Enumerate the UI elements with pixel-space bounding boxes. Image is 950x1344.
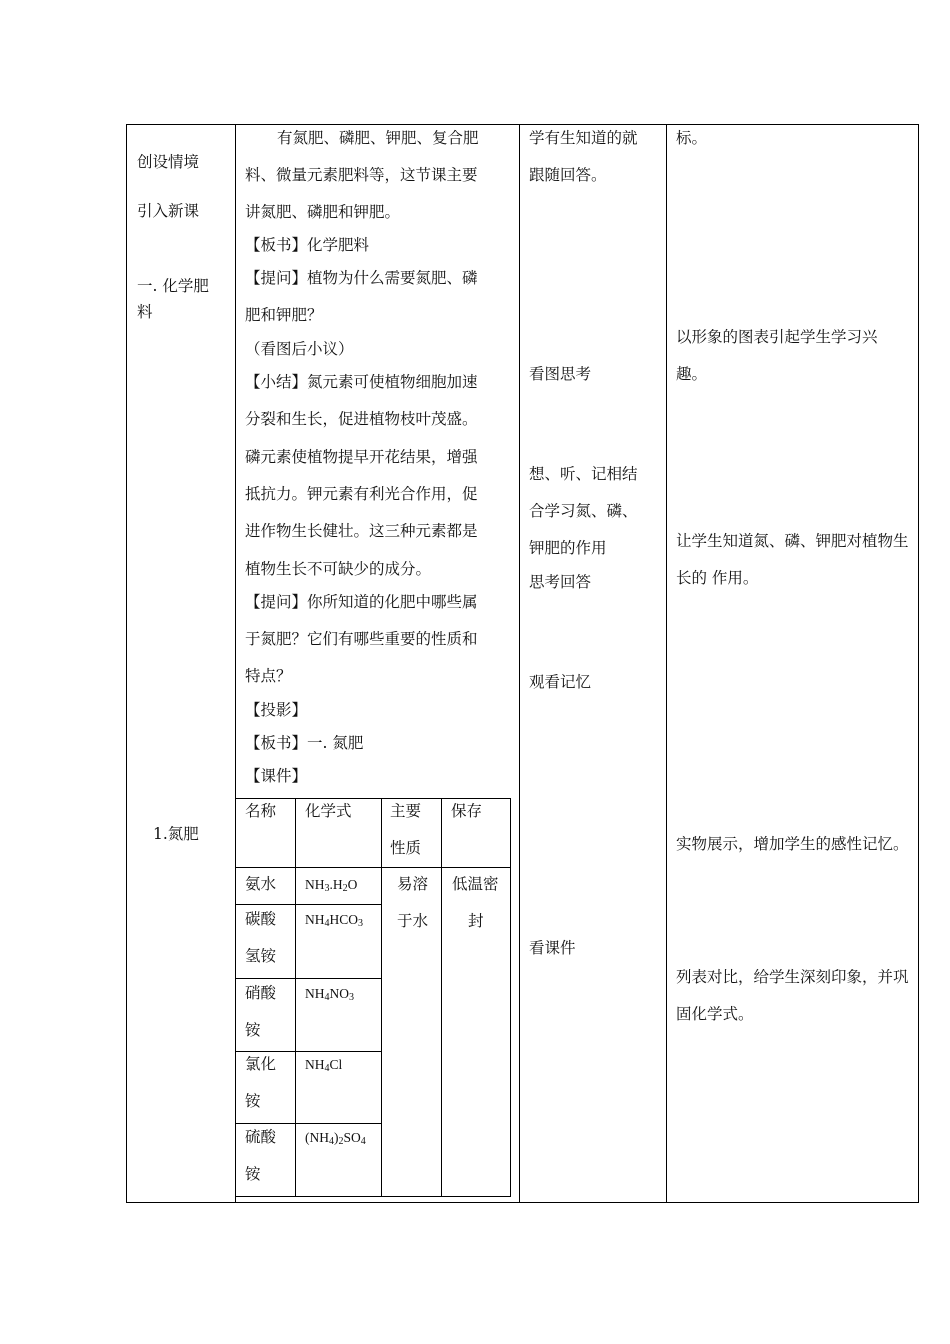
text-line: 实物展示，增加学生的感性记忆。 xyxy=(676,835,909,853)
table-cell-name: 硫酸 xyxy=(245,1128,277,1146)
text-line: 标。 xyxy=(676,129,708,147)
text-line: 料、微量元素肥料等，这节课主要 xyxy=(245,166,478,184)
text-line: 长的 作用。 xyxy=(676,569,759,587)
table-cell-formula: $NH_4HCO_3$ xyxy=(305,912,364,929)
text-line: 抵抗力。钾元素有利光合作用，促 xyxy=(245,485,478,503)
section-heading: 1.氮肥 xyxy=(153,825,199,843)
text-line: 观看记忆 xyxy=(529,673,592,691)
table-cell-name: 硝酸 xyxy=(245,984,277,1002)
text-line: 于氮肥？它们有哪些重要的性质和 xyxy=(245,630,478,648)
text-line: 【课件】 xyxy=(245,767,308,785)
text-line: 思考回答 xyxy=(529,573,592,591)
table-cell-property: 于水 xyxy=(397,912,429,930)
text-line: 以形象的图表引起学生学习兴 xyxy=(676,328,878,346)
table-header: 主要 xyxy=(390,802,422,820)
text-line: 分裂和生长，促进植物枝叶茂盛。 xyxy=(245,410,478,428)
table-cell-name: 铵 xyxy=(245,1092,261,1110)
table-header: 性质 xyxy=(390,839,422,857)
text-line: 想、听、记相结 xyxy=(529,465,638,483)
text-line: 【小结】氮元素可使植物细胞加速 xyxy=(245,373,478,391)
text-line: 看图思考 xyxy=(529,365,592,383)
table-border xyxy=(235,798,511,1197)
column-divider xyxy=(666,124,667,1203)
section-heading: 料 xyxy=(137,303,153,321)
table-cell-property: 易溶 xyxy=(397,875,429,893)
text-line: 【板书】一. 氮肥 xyxy=(245,734,364,752)
text-line: 进作物生长健壮。这三种元素都是 xyxy=(245,522,478,540)
text-line: 合学习氮、磷、 xyxy=(529,502,638,520)
text-line: 【提问】植物为什么需要氮肥、磷 xyxy=(245,269,478,287)
text-line: 钾肥的作用 xyxy=(529,539,607,557)
section-heading: 创设情境 xyxy=(137,153,200,171)
text-line: 【板书】化学肥料 xyxy=(245,236,370,254)
section-heading: 引入新课 xyxy=(137,202,200,220)
table-cell-storage: 封 xyxy=(468,912,484,930)
text-line: 有氮肥、磷肥、钾肥、复合肥 xyxy=(277,129,479,147)
table-divider xyxy=(441,798,442,1197)
text-line: 学有生知道的就 xyxy=(529,129,638,147)
table-divider xyxy=(295,798,296,1197)
table-cell-name: 氯化 xyxy=(245,1055,277,1073)
section-heading: 一. 化学肥 xyxy=(137,277,209,295)
table-cell-name: 铵 xyxy=(245,1165,261,1183)
table-divider xyxy=(381,798,382,1197)
table-cell-storage: 低温密 xyxy=(452,875,499,893)
text-line: 【投影】 xyxy=(245,701,308,719)
table-header: 名称 xyxy=(245,802,277,820)
text-line: 固化学式。 xyxy=(676,1005,754,1023)
table-cell-name: 氨水 xyxy=(245,875,277,893)
text-line: 跟随回答。 xyxy=(529,166,607,184)
table-cell-formula: $(NH_4)_2SO_4$ xyxy=(305,1130,366,1147)
table-cell-name: 碳酸 xyxy=(245,910,277,928)
nitrogen-fertilizer-table xyxy=(235,798,511,1197)
text-line: 让学生知道氮、磷、钾肥对植物生 xyxy=(676,532,909,550)
table-header: 保存 xyxy=(451,802,483,820)
text-line: 特点？ xyxy=(245,667,292,685)
text-line: （看图后小议） xyxy=(245,340,354,358)
text-line: 看课件 xyxy=(529,939,576,957)
text-line: 植物生长不可缺少的成分。 xyxy=(245,560,432,578)
text-line: 列表对比，给学生深刻印象，并巩 xyxy=(676,968,909,986)
column-divider xyxy=(519,124,520,1203)
table-cell-formula: $NH_4NO_3$ xyxy=(305,986,354,1003)
text-line: 肥和钾肥？ xyxy=(245,306,323,324)
table-header: 化学式 xyxy=(305,802,352,820)
text-line: 磷元素使植物提早开花结果，增强 xyxy=(245,448,478,466)
text-line: 讲氮肥、磷肥和钾肥。 xyxy=(245,203,401,221)
table-cell-name: 铵 xyxy=(245,1021,261,1039)
text-line: 趣。 xyxy=(676,365,708,383)
text-line: 【提问】你所知道的化肥中哪些属 xyxy=(245,593,478,611)
table-cell-formula: $NH_3.H_2O$ xyxy=(305,877,358,894)
table-cell-name: 氢铵 xyxy=(245,947,277,965)
table-cell-formula: $NH_4Cl$ xyxy=(305,1057,343,1074)
